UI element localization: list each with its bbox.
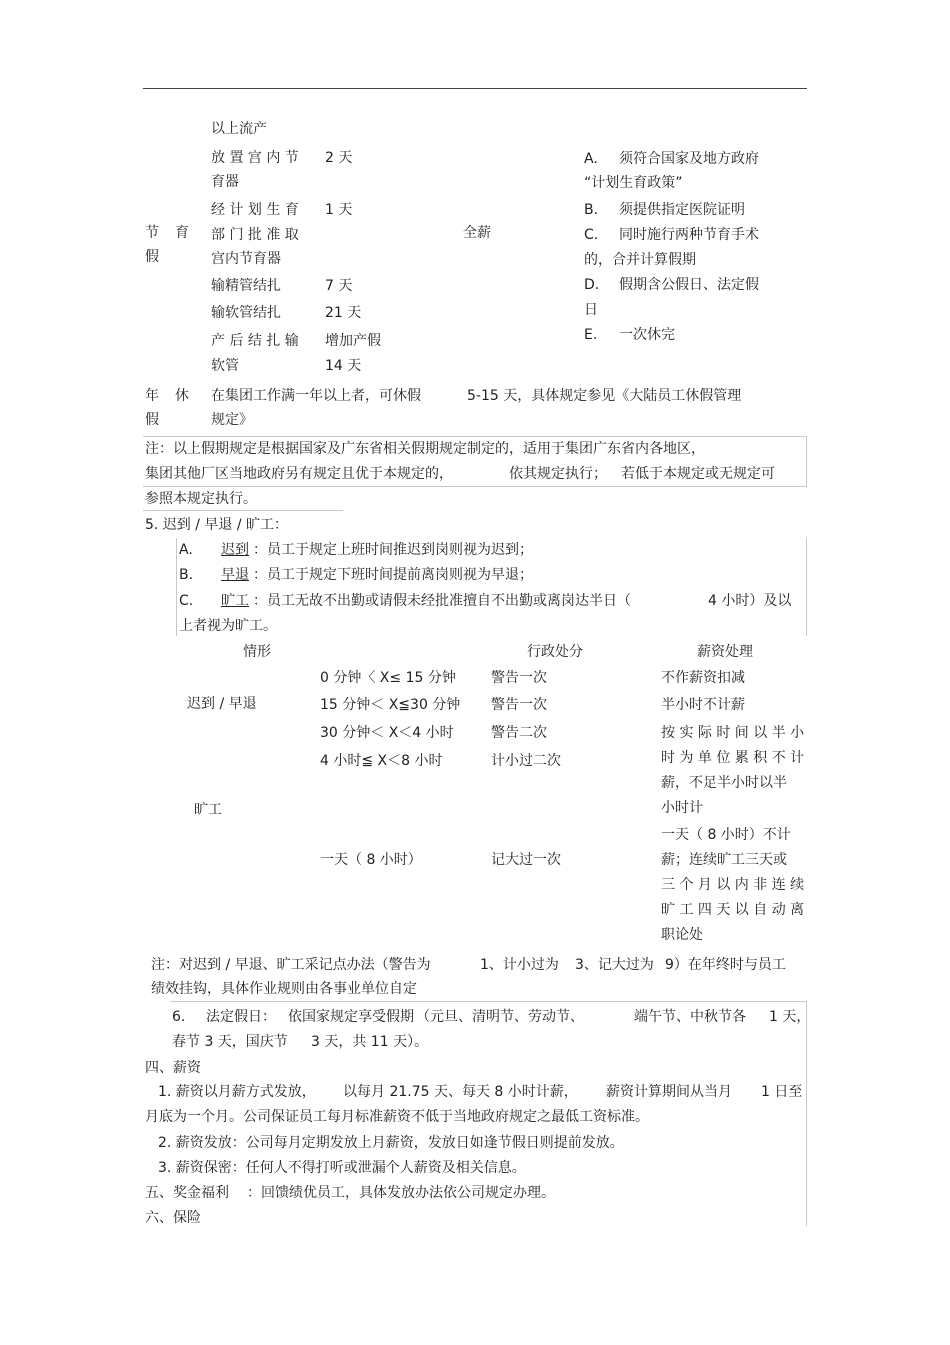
item6-text-b: （元旦、清明节、劳动节、 [416, 1009, 584, 1025]
item-c-letter: C. [179, 593, 194, 609]
leave-type-5-line1: 产 后 结 扎 输 [211, 333, 299, 349]
salary-p1-d: 1 日至 [761, 1084, 803, 1100]
penalty-row-3-cond: 30 分钟＜ X＜4 小时 [320, 725, 454, 741]
section5-right-border [806, 538, 807, 636]
penalty-row-2-pay: 半小时不计薪 [661, 697, 745, 713]
penalty-group-absent: 旷工 [194, 802, 222, 818]
leave-days-5-line2: 14 天 [325, 358, 362, 374]
note1-bottom-border [143, 510, 343, 511]
leave-type-1-line1: 放 置 宫 内 节 [211, 150, 299, 166]
penalty-pay-day-line2: 薪；连续旷工三天或 [661, 852, 787, 868]
penalty-header-situation: 情形 [243, 644, 271, 660]
leave-note-b-letter: B. [584, 202, 599, 218]
penalty-group-late: 迟到 / 早退 [187, 696, 257, 712]
note1-top-border [143, 436, 807, 437]
item6-line2b: 3 天，共 11 天）。 [311, 1034, 429, 1050]
item-b-text: ：员工于规定下班时间提前离岗则视为早退； [253, 567, 533, 583]
leave-note-e-line1: 一次休完 [619, 327, 675, 343]
leave-note-c-line1: 同时施行两种节育手术 [619, 227, 759, 243]
penalty-pay-day-line1: 一天（ 8 小时）不计 [661, 827, 791, 843]
leave-note-c-line2: 的，合并计算假期 [584, 252, 696, 268]
item6-text-d: 1 天， [769, 1009, 811, 1025]
leave-type-5-line2: 软管 [211, 358, 239, 374]
note1-line2c: 若低于本规定或无规定可 [621, 466, 775, 482]
leave-type-4: 输软管结扎 [211, 305, 281, 321]
item6-text-a: 依国家规定享受假期 [288, 1009, 414, 1025]
penalty-row-2-cond: 15 分钟＜ X≦30 分钟 [320, 697, 461, 713]
annual-text-line1b: 5-15 天，具体规定参见《大陆员工休假管理 [467, 388, 742, 404]
penalty-pay-merged-line2: 时 为 单 位 累 积 不 计 [661, 750, 805, 766]
leave-pay: 全薪 [463, 225, 491, 241]
leave-days-4: 21 天 [325, 305, 362, 321]
item-a-text: ：员工于规定上班时间推迟到岗则视为迟到； [253, 542, 533, 558]
penalty-row-1-pay: 不作薪资扣减 [661, 670, 745, 686]
salary-p1-b: 以每月 21.75 天、每天 8 小时计薪， [343, 1084, 578, 1100]
note2-line1a: 注：对迟到 / 早退、旷工采记点办法（警告为 [151, 957, 431, 973]
item-c-term: 旷工 [221, 593, 249, 609]
leave-note-a-line2: “计划生育政策” [584, 175, 683, 191]
item-a-letter: A. [179, 542, 193, 558]
penalty-pay-merged-line3: 薪，不足半小时以半 [661, 775, 787, 791]
item6-label: 法定假日： [206, 1009, 276, 1025]
penalty-row-1-cond: 0 分钟〈 X≤ 15 分钟 [320, 670, 456, 686]
leave-note-a-letter: A. [584, 151, 598, 167]
salary-p2: 2. 薪资发放：公司每月定期发放上月薪资，发放日如逢节假日则提前发放。 [158, 1135, 624, 1151]
note1-line1: 注：以上假期规定是根据国家及广东省相关假期规定制定的，适用于集团广东省内各地区， [145, 441, 705, 457]
penalty-row-3-action: 警告二次 [491, 725, 547, 741]
leave-note-d-line2: 日 [584, 302, 598, 318]
penalty-row-5-action: 记大过一次 [491, 852, 561, 868]
item-c-text: ：员工无故不出勤或请假未经批准擅自不出勤或离岗达半日（ [253, 593, 631, 609]
leave-note-c-letter: C. [584, 227, 599, 243]
note1-border-2 [143, 486, 807, 487]
note1-line2b: 依其规定执行； [509, 466, 607, 482]
leave-type-2-line2: 部 门 批 准 取 [211, 227, 299, 243]
leave-days-5-line1: 增加产假 [325, 333, 381, 349]
penalty-row-5-cond: 一天（ 8 小时） [320, 852, 422, 868]
note2-line1d: 9）在年终时与员工 [665, 957, 786, 973]
salary-p1-line2: 月底为一个月。公司保证员工每月标准薪资不低于当地政府规定之最低工资标准。 [145, 1109, 649, 1125]
salary-p3: 3. 薪资保密：任何人不得打听或泄漏个人薪资及相关信息。 [158, 1160, 526, 1176]
penalty-row-4-cond: 4 小时≦ X＜8 小时 [320, 753, 443, 769]
item6-number: 6. [172, 1009, 186, 1025]
annual-category-char-1: 年 [145, 388, 159, 404]
note2-line1b: 1、计小过为 [480, 957, 559, 973]
section4-title: 四、薪资 [145, 1060, 201, 1076]
penalty-row-2-action: 警告一次 [491, 697, 547, 713]
leave-type-2-line3: 宫内节育器 [211, 251, 281, 267]
item-c-text2: 4 小时）及以 [708, 593, 792, 609]
leave-days-1: 2 天 [325, 150, 353, 166]
annual-category-char-2: 休 [175, 388, 189, 404]
leave-category-char-3: 假 [145, 249, 159, 265]
annual-category-char-3: 假 [145, 412, 159, 428]
annual-text-line2: 规定》 [211, 412, 253, 428]
penalty-pay-merged-line1: 按 实 际 时 间 以 半 小 [661, 725, 805, 741]
section5-left-border [176, 538, 177, 636]
item6-line2a: 春节 3 天，国庆节 [172, 1034, 288, 1050]
leave-note-b-line1: 须提供指定医院证明 [619, 202, 745, 218]
note1-line3: 参照本规定执行。 [145, 491, 257, 507]
item-a-term: 迟到 [221, 542, 249, 558]
annual-text-line1a: 在集团工作满一年以上者，可休假 [211, 388, 421, 404]
leave-category-char-1: 节 [145, 225, 159, 241]
item-c-continued: 上者视为旷工。 [179, 618, 277, 634]
penalty-pay-merged-line4: 小时计 [661, 800, 703, 816]
note2-line2: 绩效挂钩，具体作业规则由各事业单位自定 [151, 981, 417, 997]
leave-days-2: 1 天 [325, 202, 353, 218]
penalty-pay-day-line3: 三 个 月 以 内 非 连 续 [661, 877, 805, 893]
top-rule [143, 88, 807, 89]
item-b-term: 早退 [221, 567, 249, 583]
penalty-header-action: 行政处分 [527, 644, 583, 660]
penalty-row-4-action: 计小过二次 [491, 753, 561, 769]
leave-type-1-line2: 育器 [211, 174, 239, 190]
salary-p1-c: 薪资计算期间从当月 [606, 1084, 732, 1100]
item6-top-border [170, 1001, 807, 1002]
leave-note-a-line1: 须符合国家及地方政府 [619, 151, 759, 167]
item6-text-c: 端午节、中秋节各 [634, 1009, 746, 1025]
penalty-row-1-action: 警告一次 [491, 670, 547, 686]
leave-type-0: 以上流产 [211, 121, 267, 137]
penalty-pay-day-line5: 职论处 [661, 927, 703, 943]
leave-note-e-letter: E. [584, 327, 598, 343]
item-b-letter: B. [179, 567, 194, 583]
penalty-pay-day-line4: 旷 工 四 天 以 自 动 离 [661, 902, 805, 918]
leave-note-d-letter: D. [584, 277, 600, 293]
note2-line1c: 3、记大过为 [575, 957, 654, 973]
leave-days-3: 7 天 [325, 278, 353, 294]
salary-p1-a: 1. 薪资以月薪方式发放， [158, 1084, 316, 1100]
leave-category-char-2: 育 [175, 225, 189, 241]
section5-title: 5. 迟到 / 早退 / 旷工： [145, 517, 289, 533]
leave-type-3: 输精管结扎 [211, 278, 281, 294]
leave-type-2-line1: 经 计 划 生 育 [211, 202, 299, 218]
note1-right-border [806, 436, 807, 486]
insurance-title: 六、保险 [145, 1210, 201, 1226]
bonus-text: ：回馈绩优员工，具体发放办法依公司规定办理。 [247, 1185, 555, 1201]
bonus-title: 五、奖金福利 [145, 1185, 229, 1201]
right-border-lower [806, 1001, 807, 1226]
note1-line2a: 集团其他厂区当地政府另有规定且优于本规定的， [145, 466, 453, 482]
penalty-header-pay: 薪资处理 [697, 644, 753, 660]
leave-note-d-line1: 假期含公假日、法定假 [619, 277, 759, 293]
